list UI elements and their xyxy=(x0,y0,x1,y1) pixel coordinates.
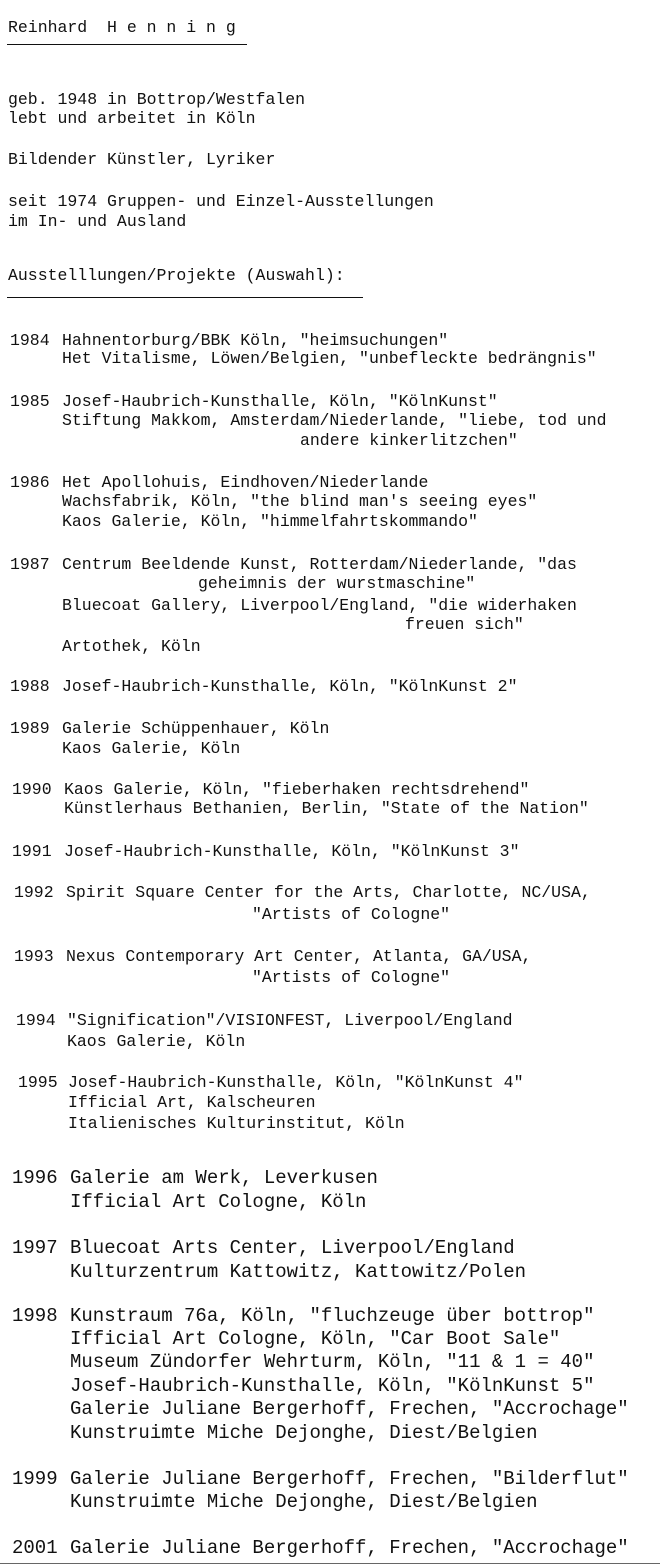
entry-line: Ifficial Art Cologne, Köln xyxy=(70,1191,367,1213)
section-underline xyxy=(7,297,363,298)
entry-line: Kaos Galerie, Köln, "himmelfahrtskommando" xyxy=(62,512,478,531)
name-underline xyxy=(7,44,247,45)
entry-line: Josef-Haubrich-Kunsthalle, Köln, "KölnKunst 2" xyxy=(62,677,518,696)
entry-line: Artothek, Köln xyxy=(62,637,201,656)
entry-line: Italienisches Kulturinstitut, Köln xyxy=(68,1114,405,1133)
entry-line: Künstlerhaus Bethanien, Berlin, "State of the Nation" xyxy=(64,799,589,818)
year-1997: 1997 xyxy=(12,1237,58,1259)
entry-line: Wachsfabrik, Köln, "the blind man's seeing eyes" xyxy=(62,492,538,511)
entry-line: Ifficial Art, Kalscheuren xyxy=(68,1093,316,1112)
entry-line: Josef-Haubrich-Kunsthalle, Köln, "KölnKunst 5" xyxy=(70,1375,595,1397)
entry-line: geheimnis der wurstmaschine" xyxy=(198,574,476,593)
bio-since-line1: seit 1974 Gruppen- und Einzel-Ausstellungen xyxy=(8,192,434,211)
entry-line: Centrum Beeldende Kunst, Rotterdam/Niederlande, "das xyxy=(62,555,577,574)
entry-line: Josef-Haubrich-Kunsthalle, Köln, "KölnKunst 4" xyxy=(68,1073,524,1092)
entry-line: Kaos Galerie, Köln xyxy=(67,1032,246,1051)
year-1995: 1995 xyxy=(18,1073,58,1092)
year-1985: 1985 xyxy=(10,392,50,411)
year-1984: 1984 xyxy=(10,331,50,350)
entry-line: Museum Zündorfer Wehrturm, Köln, "11 & 1 = 40" xyxy=(70,1351,595,1373)
artist-name: Reinhard H e n n i n g xyxy=(8,18,236,37)
entry-line: Galerie Juliane Bergerhoff, Frechen, "Accrochage" xyxy=(70,1537,629,1559)
bio-since-line2: im In- und Ausland xyxy=(8,212,187,231)
entry-line: Nexus Contemporary Art Center, Atlanta, GA/USA, xyxy=(66,947,532,966)
year-1998: 1998 xyxy=(12,1305,58,1327)
entry-line: Ifficial Art Cologne, Köln, "Car Boot Sale" xyxy=(70,1328,561,1350)
year-1988: 1988 xyxy=(10,677,50,696)
entry-line: Galerie Juliane Bergerhoff, Frechen, "Accrochage" xyxy=(70,1398,629,1420)
entry-line: Het Apollohuis, Eindhoven/Niederlande xyxy=(62,473,429,492)
year-1989: 1989 xyxy=(10,719,50,738)
year-1994: 1994 xyxy=(16,1011,56,1030)
entry-line: Kaos Galerie, Köln, "fieberhaken rechtsdrehend" xyxy=(64,780,530,799)
year-1987: 1987 xyxy=(10,555,50,574)
entry-line: "Artists of Cologne" xyxy=(252,968,451,987)
entry-line: Josef-Haubrich-Kunsthalle, Köln, "KölnKunst 3" xyxy=(64,842,520,861)
entry-line: Galerie Schüppenhauer, Köln xyxy=(62,719,330,738)
entry-line: "Signification"/VISIONFEST, Liverpool/England xyxy=(67,1011,513,1030)
year-1992: 1992 xyxy=(14,883,54,902)
entry-line: Kunstruimte Miche Dejonghe, Diest/Belgien xyxy=(70,1491,538,1513)
entry-line: Het Vitalisme, Löwen/Belgien, "unbefleckte bedrängnis" xyxy=(62,349,597,368)
entry-line: Bluecoat Gallery, Liverpool/England, "die widerhaken xyxy=(62,596,577,615)
year-1999: 1999 xyxy=(12,1468,58,1490)
bio-born: geb. 1948 in Bottrop/Westfalen xyxy=(8,90,306,109)
entry-line: Kulturzentrum Kattowitz, Kattowitz/Polen xyxy=(70,1261,527,1283)
bio-profession: Bildender Künstler, Lyriker xyxy=(8,150,276,169)
entry-line: Galerie Juliane Bergerhoff, Frechen, "Bilderflut" xyxy=(70,1468,629,1490)
entry-line: Bluecoat Arts Center, Liverpool/England xyxy=(70,1237,515,1259)
entry-line: Josef-Haubrich-Kunsthalle, Köln, "KölnKunst" xyxy=(62,392,498,411)
section-title: Ausstelllungen/Projekte (Auswahl): xyxy=(8,266,345,285)
year-1990: 1990 xyxy=(12,780,52,799)
year-1996: 1996 xyxy=(12,1167,58,1189)
entry-line: Kaos Galerie, Köln xyxy=(62,739,241,758)
entry-line: Hahnentorburg/BBK Köln, "heimsuchungen" xyxy=(62,331,449,350)
entry-line: andere kinkerlitzchen" xyxy=(300,431,518,450)
entry-line: Kunstraum 76a, Köln, "fluchzeuge über bottrop" xyxy=(70,1305,595,1327)
year-2001: 2001 xyxy=(12,1537,58,1559)
entry-line: Galerie am Werk, Leverkusen xyxy=(70,1167,378,1189)
year-1993: 1993 xyxy=(14,947,54,966)
entry-line: "Artists of Cologne" xyxy=(252,905,451,924)
entry-line: Stiftung Makkom, Amsterdam/Niederlande, "liebe, tod und xyxy=(62,411,607,430)
page-bottom-edge xyxy=(0,1563,660,1564)
entry-line: Kunstruimte Miche Dejonghe, Diest/Belgien xyxy=(70,1422,538,1444)
entry-line: freuen sich" xyxy=(405,615,524,634)
entry-line: Spirit Square Center for the Arts, Charlotte, NC/USA, xyxy=(66,883,591,902)
year-1991: 1991 xyxy=(12,842,52,861)
bio-lives: lebt und arbeitet in Köln xyxy=(8,109,256,128)
year-1986: 1986 xyxy=(10,473,50,492)
